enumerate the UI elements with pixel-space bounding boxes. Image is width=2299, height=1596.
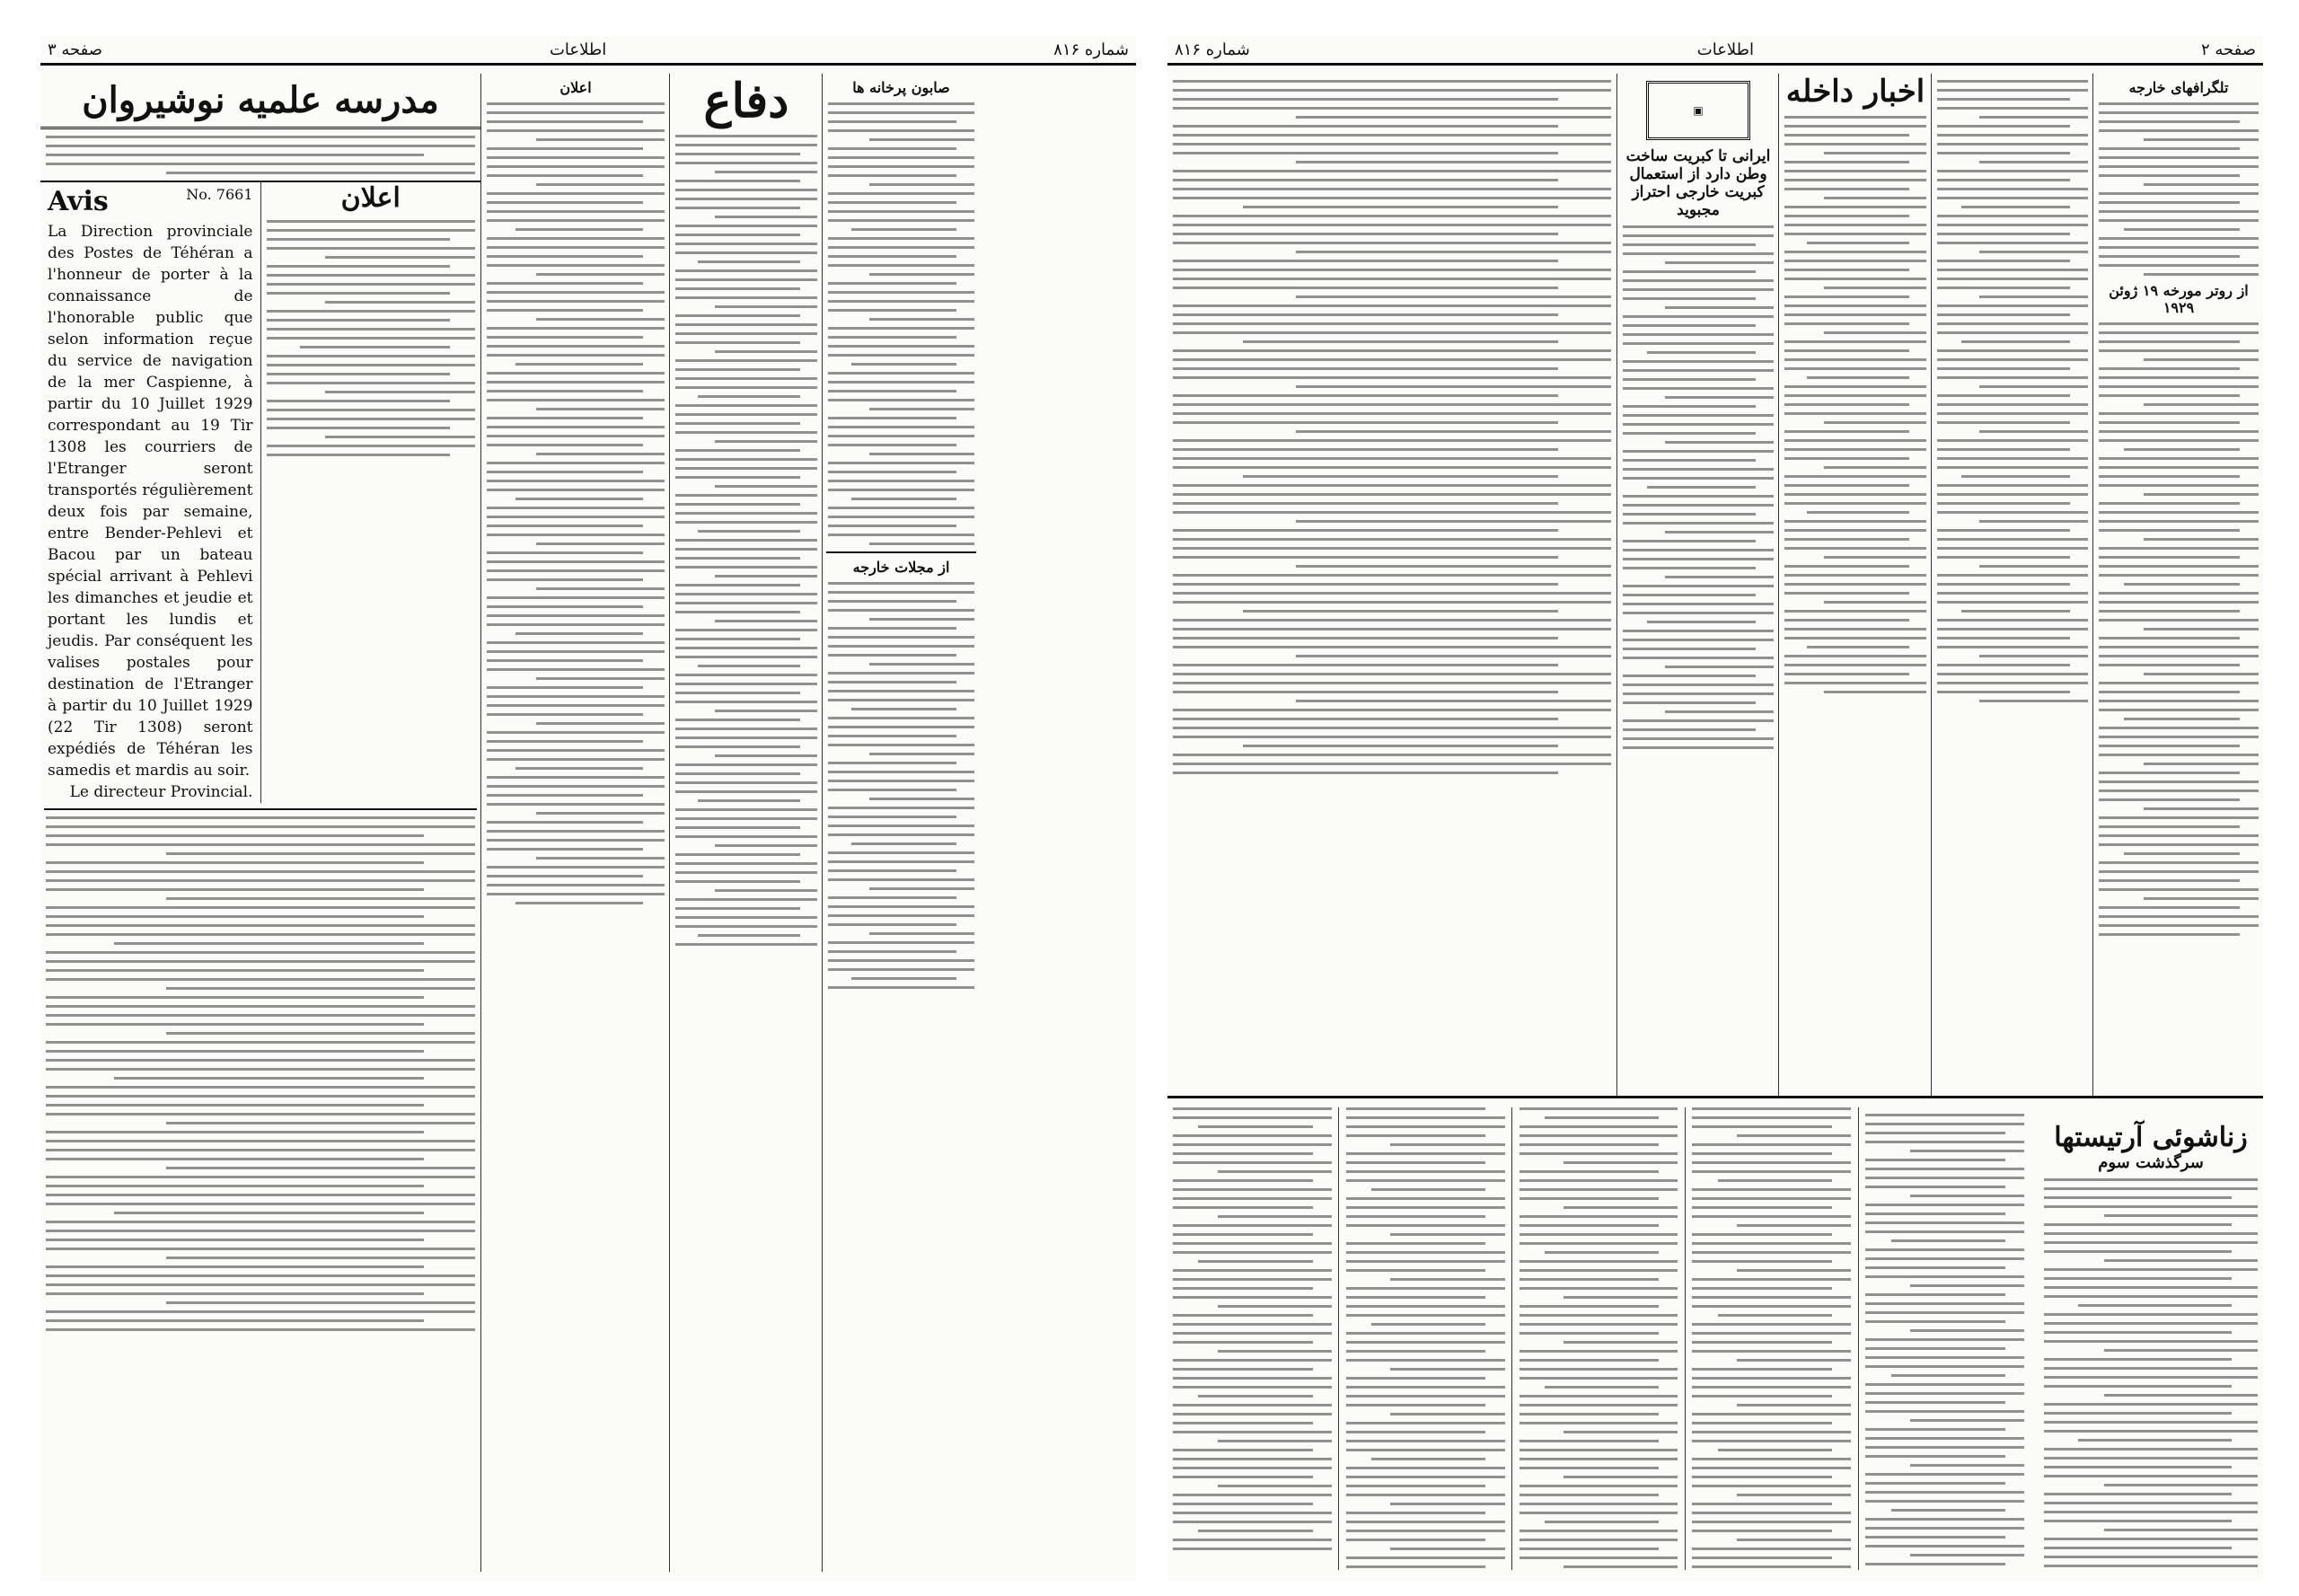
school-ad-title: مدرسه علمیه نوشیروان	[40, 74, 480, 129]
page-header	[1167, 36, 2263, 66]
serial-subtitle: سرگذشت سوم	[2098, 1153, 2204, 1172]
serial-title: زناشوئی آرتیستها	[2054, 1122, 2248, 1153]
newspaper-page-right	[1167, 36, 2263, 1581]
newspaper-page-left	[40, 36, 1136, 1581]
column-notices	[480, 74, 670, 1572]
page-number: صفحه ۲	[2200, 40, 2256, 59]
column-ads	[40, 74, 480, 1572]
section-heading: تلگرافهای خارجه	[2128, 79, 2229, 96]
column-defa-main	[669, 74, 823, 1572]
avis-body: La Direction provinciale des Postes de Téhéran a l'honneur de porter à la connaissance de l'honorable public que selon information reçue du service de navigation de la mer Caspienne, à partir du 10 Juillet 1929 correspondant au 19 Tir 1308 les courriers de l'Etranger seront transportés régulièrement deux fois par semaine, entre Bender-Pehlevi et Bacou par un bateau spécial arrivant à Pehlevi les dimanches et jeudie et portant les lundis et jeudis. Par conséquent les valises postales pour destination de l'Etranger à partir du 10 Juillet 1929 (22 Tir 1308) seront expédiés de Téhéran les samedis et mardis au soir.	[48, 223, 253, 780]
page-number: صفحه ۳	[48, 40, 103, 59]
matches-emblem: ▣	[1646, 81, 1750, 140]
issue-number: شماره ۸۱۶	[1053, 40, 1129, 59]
column-defa	[822, 74, 980, 1572]
avis-number: No. 7661	[186, 186, 253, 203]
avis-signature: Le directeur Provincial.	[69, 783, 253, 801]
avis-notice	[40, 182, 261, 803]
serial-story-band	[1167, 1096, 2263, 1574]
paper-name: اطلاعات	[1696, 40, 1755, 59]
avis-title: Avis	[48, 186, 109, 217]
avis-persian	[261, 182, 481, 803]
paper-name: اطلاعات	[549, 40, 607, 59]
domestic-news-title: اخبار داخله	[1785, 74, 1925, 110]
defa-title: دفاع	[703, 74, 789, 128]
section-heading: از روتر مورخه ۱۹ ژوئن ۱۹۲۹	[2109, 282, 2249, 316]
page-header	[40, 36, 1136, 66]
section-heading: از مجلات خارجه	[852, 559, 950, 576]
notice-heading: اعلان	[559, 79, 592, 96]
section-heading: صابون پرخانه ها	[852, 79, 950, 96]
matches-headline: ایرانی تا کبریت ساخت وطن دارد از استعمال کبریت خارجی احتراز مجبوید	[1625, 147, 1771, 219]
avis-fa-title: اعلان	[340, 182, 401, 214]
issue-number: شماره ۸۱۶	[1175, 40, 1250, 59]
